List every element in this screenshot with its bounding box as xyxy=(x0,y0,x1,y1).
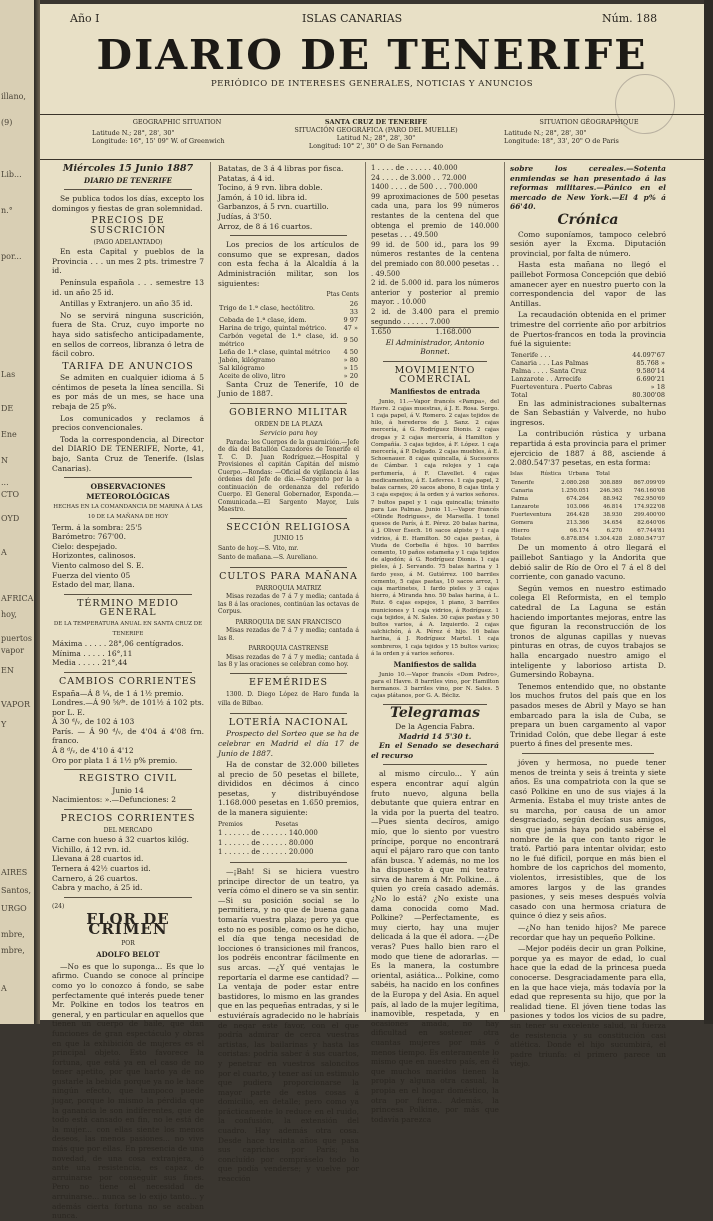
arrivals-heading: Manifiestos de entrada xyxy=(389,387,480,397)
divider xyxy=(64,897,192,898)
tariff-island: Fuerteventura . Puerto Cabras xyxy=(511,382,613,391)
military-text: Parada: los Cuerpos de la guarnición.—Jefe de día del Batallón Cazadores de Tenerife el T. C. D. Juan Rodríguez.—Hospital y Provisiones el capitán Capitán del mismo Cuerpo.—Rondas: —Oficial de vigilancia á las órdenes del Jefe de día.—Sargento por la a continuación de ordenanza del referido Cuerpo. El General Gobernador, Esponda.—Comunicada.—El Sargento Mayor, Luis Maestro. xyxy=(218,438,359,514)
binding-fragment: Y xyxy=(1,720,7,729)
telegrams-continued: sobre los cereales.—Sotenta enmiendas se han presentado á las reformas militares.—Pánico en el mercado de New York.—El 4 p% á 66'40. xyxy=(510,164,666,212)
contribution-island: Fuerteventura xyxy=(511,512,552,519)
consumption-item: Leña de 1.ª clase, quintal métrico xyxy=(219,347,331,356)
commerce-heading: MOVIMIENTO COMERCIAL xyxy=(394,364,476,386)
divider xyxy=(64,189,192,190)
contribution-table xyxy=(510,479,666,543)
consumption-value: 4 50 xyxy=(343,347,358,356)
situation-french-title: SITUATION GÉOGRAPHIQUE xyxy=(539,118,639,126)
table-row xyxy=(218,324,359,332)
table-row xyxy=(510,519,666,527)
situation-english-lon: Longitude: 16°, 15' 09" W. of Greenwich xyxy=(92,137,225,145)
year-label: Año I xyxy=(70,12,100,25)
consumption-item: Harina de trigo, quintal métrico. xyxy=(219,323,327,332)
worship-heading: CULTOS PARA MAÑANA xyxy=(219,571,358,583)
military-sub: ORDEN DE LA PLAZA xyxy=(254,420,323,428)
parish-name: PARROQUIA CASTRENSE xyxy=(248,645,329,653)
feuilleton-number: (24) xyxy=(52,902,65,910)
ads-text: Toda la correspondencia, al Director del DIARIO DE TENERIFE, Norte, 41, bajo, Santa Cruz de Tenerife. (Islas Canarias). xyxy=(52,434,204,473)
lottery-administrator: El Administrador, Antonio Bonnet. xyxy=(385,337,485,357)
column-2 xyxy=(218,164,359,1184)
feuilleton-text: —No es que lo suponga... Es que lo afirmo. Cuando se conoce al príncipe como yo lo conozco á fondo, se sabe perfectamente qué interés puede tener Mr. Polkine en todos los teatros en general, y en particular en aquellos que tienen un cuerpo de baile, que dan funciones de gran espectáculo y obras en que la exhibición de mujeres es el principal objeto. Esto favorece la fortuna, que está ya en el caso de no tener apetito, por que harto ya de no gustarle la bebida porque ya no le hace ningún efecto, que tampoco puede jugar, porque lo mismo la pérdida que la ganancia le son indiferentes, que de todo está cansado en fin, no le está de la mujer... con ellas siente los menos deseos, las menos pasiones... no vive más que por ellas. En presencia de una novedad, de una cosa extranjera, ó ante una resistencia, es capaz de arruinarse por conseguir sus fines. Pero no tiene el necesidad de arruinarse... nunca se lo exijo tanto... y además cierta fortuna no se acaban nunca. xyxy=(52,961,204,1221)
divider xyxy=(522,753,654,754)
binding-fragment: N xyxy=(1,456,8,465)
market-line: Ternera á 42½ cuartos id. xyxy=(52,864,151,873)
contribution-rustica: 103.066 xyxy=(566,504,590,511)
binding-fragment: n.° xyxy=(1,206,13,215)
contribution-total: 746.160'08 xyxy=(633,488,665,495)
tariff-value: 9.580'14 xyxy=(636,366,665,375)
arrivals-text: Junio, 11.—Vapor francés «Pampa», del Havre. 2 cajas muestras, á J. E. Rosa. Sergo. 1 caja papel, á V. Romero. 2 cajas tejidos de hilo, á herederos de J. Sanz. 2 cajas mercería, á G. Rodríguez Dionis. 2 cajas drogas y 2 cajas mercería, á Hamilton y Compañía. 3 cajas tejidos, á F. López. 1 caja mercería, á P. Delgado. 2 cajas muebles, á E. Schoenauer. 8 cajas quincalla, á Sucesores de Cámbar. 1 caja relojes y 1 caja perfumería, á F. Clavellet. 4 cajas medicamentos, á E. Lefevres. 1 caja papel, 2 balas carnes, 20 sacos abono, 8 cajas tinta y 3 caja espejos; á la orden y á varios señores. 7 bultos papel y 1 caja quincalla; tránsito para Las Palmas. Junio 11.—Vapor francés «Olinde Rodrigues», de Marsella. 1 tonel quesos de París, á E. Pérez. 20 balas harina, á J. Oliver Ésech. 16 sacos alpiste y 1 caja vidrios, á E. Hamilton. 50 cajas pastas, á Viuda de Corbella é hijos. 10 barriles cemento, 10 paños estameña y 1 caja tejidos de algodón; á G. Rodríguez Dionis. 1 caja pieles, á J. Servando. 75 balas harina y 1 fardo yeso, á M. Gutiérrez. 100 barriles cemento, 5 cajas pastas, 10 sacos arroz, 1 caja martinetes, 1 fardo pieles y 3 cajas hierro, á Miranda hno. 50 balas harina, á L. Ruiz. 6 cajas espejos, 1 piano, 3 barriles municiones y 1 caja vidrios, á Rodríguez. 1 caja tejidos, á N. Sales. 30 cajas pastas y 50 bultos varios, á A. Izquierdo. 2 cajas salchichón, á A. Pérez é hijo. 16 balas harina, á J. Rodríguez Martel. 1 caja sombreros, 1 caja tejidos y 15 bultos varios; á la orden y á varios señores. xyxy=(371,398,499,657)
divider xyxy=(383,764,487,765)
lottery-row: 1 . . . . . . de . . . . . . 20.000 xyxy=(218,848,314,857)
contribution-rustica: 674.264 xyxy=(566,496,590,503)
tariff-island: Palma . . . . Santa Cruz xyxy=(511,366,587,375)
contribution-island: Palma xyxy=(511,496,528,503)
binding-fragment: DE xyxy=(1,404,14,413)
chronicle-paragraph: En las administraciones subalternas de San Sebastián y Valverde, no hubo ingresos. xyxy=(510,398,666,427)
weather-line: Viento calmoso del S. E. xyxy=(52,560,144,570)
consumption-value: 9 97 xyxy=(343,315,358,324)
lottery-row: 1 . . . . de . . . . . . 40.000 xyxy=(371,164,458,172)
binding-strip xyxy=(0,0,38,1024)
publication-note: Se publica todos los días, excepto los domingos y fiestas de gran solemnidad. xyxy=(52,194,204,213)
contribution-island: Totales xyxy=(511,536,531,543)
table-row xyxy=(510,391,666,399)
situation-french xyxy=(504,118,674,145)
consumption-intro: Los precios de los artículos de consumo que se expresan, dados con esta fecha á la Alcaldía á la Administración militar, son los siguientes: xyxy=(218,240,359,288)
ads-text: Los comunicados y reclamos á precios convencionales. xyxy=(52,413,204,433)
consumption-item: Cebada de 1.ª clase, ídem. xyxy=(219,315,307,324)
situation-english-title: GEOGRAPHIC SITUATION xyxy=(132,118,222,126)
exchange-heading: CAMBIOS CORRIENTES xyxy=(58,675,198,687)
chronicle-paragraph: Como suponíamos, tampoco celebró sesión ayer la Excma. Diputación provincial, por falta de número. xyxy=(510,229,666,258)
table-row xyxy=(510,383,666,391)
ephemeris-heading: EFEMÉRIDES xyxy=(248,676,329,688)
civil-registry-date: Junio 14 xyxy=(112,785,144,795)
binding-fragment: CTO xyxy=(1,490,20,499)
temperature-line: Media . . . . . 21°,44 xyxy=(52,658,128,668)
telegrams-heading: Telegramas xyxy=(390,705,480,722)
situation-spanish xyxy=(276,118,476,150)
tariff-value: 6.690'21 xyxy=(636,374,665,383)
contribution-urbana: 88.942 xyxy=(603,496,623,503)
binding-fragment: Ene xyxy=(1,430,17,439)
parish-text: Misas rezadas de 7 á 7 y media; cantada á las 8 y las oraciones se celebran como hoy. xyxy=(218,653,359,669)
binding-fragment: hoy, xyxy=(1,610,17,619)
contribution-urbana: 1.304.428 xyxy=(594,536,623,543)
contribution-total: 82.640'06 xyxy=(637,520,665,527)
tariff-value: 85.768 » xyxy=(636,358,665,367)
contribution-urbana: 46.814 xyxy=(603,504,623,511)
contribution-island: Gomera xyxy=(511,520,534,527)
tariff-island: Lanzarote . . Arrecife xyxy=(511,374,582,383)
consumption-item: Aceite de olivo, litro xyxy=(219,371,286,380)
exchange-line: Londres.—Á 90 ⅝ᵈˢ. de 101½ á 102 pts. por L. E. xyxy=(52,698,204,717)
situation-french-lon: Longitude: 18°, 33', 20" O de Paris xyxy=(504,137,619,145)
binding-fragment: ... xyxy=(1,478,9,487)
table-row xyxy=(218,300,359,316)
lottery-total: 1.650 1.168.000 xyxy=(371,327,499,338)
situation-english-lat: Latitude N.; 28°, 28', 30" xyxy=(92,129,175,137)
consumption-value: 9 50 xyxy=(343,335,358,344)
lottery-columns: Premios Pesetas xyxy=(218,820,299,828)
chronicle-paragraph: Hasta esta mañana no llegó el paillebot Formosa Concepción que debió amanecer ayer en nuestro puerto con la correspondencia del vapor de las Antillas. xyxy=(510,260,666,308)
lottery-row: 2 id. de 3.400 para el premio segundo . . . . . . 7.000 xyxy=(371,307,499,326)
temperature-line: Mínima . . . . . 16°,11 xyxy=(52,648,133,658)
civil-registry-text: Nacimientos: ».—Defunciones: 2 xyxy=(52,795,176,805)
military-heading: GOBIERNO MILITAR xyxy=(229,406,348,418)
contribution-island: Canaria xyxy=(511,488,533,495)
binding-fragment: (9) xyxy=(1,118,13,127)
contribution-urbana: 38.930 xyxy=(603,512,623,519)
table-row xyxy=(510,535,666,543)
table-row xyxy=(218,364,359,372)
lottery-row: 1 . . . . . . de . . . . . . 80.000 xyxy=(218,838,314,847)
column-1 xyxy=(52,163,204,1221)
newspaper-page xyxy=(40,4,704,1221)
table-row xyxy=(218,372,359,380)
consumption-item: Trigo de 1.ª clase, hectólitro. xyxy=(219,303,315,312)
chronicle-heading: Crónica xyxy=(557,211,619,228)
region-label: ISLAS CANARIAS xyxy=(302,12,403,25)
religious-date: JUNIO 15 xyxy=(273,535,304,543)
contribution-rustica: 264.428 xyxy=(566,512,590,519)
weather-sub: HECHAS EN LA COMANDANCIA DE MARINA Á LAS 10 DE LA MAÑANA DE HOY xyxy=(53,504,203,520)
subscription-line: En esta Capital y pueblos de la Provincia . . . un mes 2 pts. trimestre 7 id. xyxy=(52,247,204,276)
binding-fragment: VAPOR xyxy=(1,700,30,709)
table-row xyxy=(510,375,666,383)
weather-line: Term. á la sombra: 25'5 xyxy=(52,522,143,532)
contribution-rustica: 66.174 xyxy=(569,528,590,535)
contribution-island: Tenerife xyxy=(511,480,534,487)
market-list: Batatas, de 3 á 4 libras por fisca. Patatas, á 4 id. Tocino, á 9 rvn. libra doble. Jamón, á 10 id. libra id. Garbanzos, á 5 rvn. cuartillo. Judías, á 3'50. Arroz, de 8 á 16 cuartos. xyxy=(218,164,344,231)
feuilleton-title: FLOR DE CRIMEN xyxy=(86,910,170,938)
civil-registry-heading: REGISTRO CIVIL xyxy=(78,773,178,785)
contribution-total: 174.922'08 xyxy=(633,504,665,511)
exchange-line: España—Á 8 ¼, de 1 á 1½ premio. xyxy=(52,688,184,698)
binding-fragment: OYD xyxy=(1,514,20,523)
column-rule xyxy=(210,162,211,1012)
binding-fragment: AIRES xyxy=(1,868,28,877)
divider xyxy=(383,361,487,362)
market-line: Llevana á 28 cuartos id. xyxy=(52,854,144,864)
tariff-table xyxy=(510,351,666,399)
contribution-island: Lanzarote xyxy=(511,504,540,511)
divider xyxy=(230,862,347,863)
consumption-value: » 20 xyxy=(343,371,358,380)
binding-fragment: URGO xyxy=(1,904,27,913)
lottery-text: Ha de constar de 32.000 billetes al precio de 50 pesetas el billete, divididos en décimos á cinco pesetas, y distribuyéndose 1.168.000 pesetas en 1.650 premios, de la manera siguiente: xyxy=(218,760,359,818)
binding-fragment: mbre, xyxy=(1,946,25,955)
weather-line: Barómetro: 767'00. xyxy=(52,532,126,542)
binding-fragment: A xyxy=(1,548,7,557)
market-heading: PRECIOS CORRIENTES xyxy=(60,813,196,825)
lottery-row: 99 id. de 500 id., para los 99 números restantes de la centena del premiado con 80.000 pesetas . . . 49.500 xyxy=(371,240,499,278)
subscription-heading: PRECIOS DE SUSCRICIÓN xyxy=(89,215,167,236)
market-line: Carnero, á 26 cuartos. xyxy=(52,873,138,883)
binding-fragment: AFRICA xyxy=(1,594,34,603)
subscription-line: Antillas y Extranjero. un año 35 id. xyxy=(60,299,193,309)
feuilleton-text-continued: al mismo círculo... Y aún espera encontrar aquí algún fruto nuevo, alguna bella debutante que quiera entrar en la vida por la puerta del teatro. —Pues sienta decíros, amigo mío, que lo siento por vuestro príncipe, porque no encontrará aquí el pájaro raro que con tanto afán busca. Y además, no me los ha dispuesto á que mi teatro sirva de harem á Mr. Polkine... á quien yo creía casado además. ¿No lo está? ¿No existe una dama conocida como Mad. Polkine? —Perfectamente, es muy cierto, hay una mujer delicada á la que él adora. —¿De veras? Pues hallo bien raro el modo que tiene de adorarlas. —Es la manera, la costumbre oriental, asiática... Polkine, como sabéis, ha nacido en los confines de la Europa y del Asia. En aquel país, al lado de la mujer legítima, inamovible, respetada, y en ocasiones amada, no hay dificultad en sostener otra cuantas mujeres por más ó menos tiempo. Es enteramente lo mismo que en nuestro país, en él que muchos maridos tienen la propia y alguna otra casual, la propia en el hogar doméstico, la otra por fuera.. Además, la princesa Polkine, por más que todavía parezca xyxy=(371,769,499,1124)
ephemeris-text: 1300. D. Diego López de Haro funda la villa de Bilbao. xyxy=(218,690,359,708)
feuilleton-text-continued: —Mejor podéis decir un gran Polkine, porque ya es mayor de edad, lo cual hace que la edad de la princesa pueda conocerse. Desgraciadamente para ella, en la que hace vieja, más todavía por la edad que representa su hijo, que por la realidad tiene. El jóven tiene todas las pasiones y todos los vicios de su padre, sin tener su excelente salud, ni fuerza de resistencia y su constitución casi atlética. Donde el hijo sucumbirá, el padre triunfa: el primero parece un viejo. xyxy=(510,944,666,1069)
binding-fragment: EN xyxy=(1,666,14,675)
market-line: Vichillo, á 12 rvn. id. xyxy=(52,844,131,854)
situation-spanish-sub: SITUACIÓN GEOGRÁFICA (PARO DEL MUELLE) xyxy=(294,126,458,134)
market-sub: DEL MERCADO xyxy=(103,826,153,834)
consumption-columns: Ptas Cents xyxy=(326,291,359,299)
departures-text: Junio 10.—Vapor francés «Dom Pedro», para el Havre. 8 barriles vino, por Hamilton hermanos. 3 barriles vino, por N. Sales. 5 cajas plátanos, por G. A. Bécliz. xyxy=(371,671,499,700)
temperature-heading: TÉRMINO MEDIO GENERAL xyxy=(77,597,179,619)
weather-heading: OBSERVACIONES METEOROLÓGICAS xyxy=(86,482,170,501)
divider xyxy=(230,567,347,568)
divider xyxy=(230,673,347,674)
consumption-table xyxy=(218,300,359,380)
exchange-line: Á 30 ᵈ/ᵥ, de 102 á 103 xyxy=(52,717,135,727)
weather-line: Fuerza del viento 05 xyxy=(52,570,131,580)
chronicle-paragraph: Según vemos en nuestro estimado colega El Reformista, en el templo catedral de La Laguna se están haciendo importantes mejoras, entre las que figuran la reconstrucción de los tronos de algunas capillas y nuevas pinturas en otras, de cuyos trabajos se halla encargado nuestro amigo el inteligente y laborioso artista D. Gumersindo Robayna. xyxy=(510,583,666,680)
column-4 xyxy=(510,164,666,1069)
consumption-value: » 80 xyxy=(343,355,358,364)
divider xyxy=(64,769,192,770)
telegrams-date: Madrid 14 5'30 t. xyxy=(398,731,472,741)
contribution-total: 2.080.547'37 xyxy=(628,536,665,543)
masthead-title: DIARIO DE TENERIFE xyxy=(96,31,648,79)
divider xyxy=(64,809,192,810)
table-row xyxy=(510,487,666,495)
column-3 xyxy=(371,164,499,1124)
market-line: Cabra y macho, á 25 id. xyxy=(52,883,143,893)
issue-date: Miércoles 15 Junio 1887 xyxy=(62,163,194,174)
tariff-value: » 18 xyxy=(650,382,665,391)
table-row xyxy=(510,479,666,487)
parish-name: PARROQUIA DE SAN FRANCISCO xyxy=(235,618,342,626)
binding-fragment: por... xyxy=(1,252,22,261)
binding-fragment: Santos, xyxy=(1,886,32,895)
lottery-row: 1 . . . . . . de . . . . . . 140.000 xyxy=(218,829,318,838)
column-rule xyxy=(365,162,366,1012)
header-line xyxy=(40,8,704,26)
masthead-subtitle: PERIÓDICO DE INTERESES GENERALES, NOTICIAS Y ANUNCIOS xyxy=(210,79,534,89)
binding-fragment: illano, xyxy=(1,92,26,101)
divider xyxy=(230,403,347,404)
subscription-note: No se servirá ninguna suscrición, fuera de Sta. Cruz, cuyo importe no haya sido satisfecho anticipadamente, en sellos de correos, libranza ó letra de fácil cobro. xyxy=(52,310,204,359)
military-date: Servicio para hoy xyxy=(259,429,318,438)
divider xyxy=(230,235,347,236)
consumption-value: » 15 xyxy=(343,363,358,372)
contribution-island: Hierro xyxy=(511,528,530,535)
feuilleton-text-continued: —¿No han tenido hijos? Me parece recordar que hay un pequeño Polkine. xyxy=(510,923,666,942)
contribution-total: 299.400'00 xyxy=(633,512,665,519)
table-row xyxy=(510,511,666,519)
page-edge xyxy=(704,0,713,1024)
consumption-item: Jabón, kilógramo xyxy=(219,355,276,364)
parish-name: PARROQUIA MATRIZ xyxy=(255,584,322,592)
issue-number: Núm. 188 xyxy=(602,12,658,25)
feuilleton-author: ADOLFO BELOT xyxy=(96,950,160,960)
chronicle-paragraph: Tenemos entendido que, no obstante los muchos frutos del país que en los pasados meses de Abril y Mayo se han embarcado para la isla de Cuba, se prepara un buen cargamento al vapor Trinidad Colón, que debe llegar á este puerto á fines del presente mes. xyxy=(510,681,666,749)
exchange-line: Oro por plata 1 á 1½ p% premio. xyxy=(52,755,178,765)
lottery-row: 1400 . . . . de 500 . . . 700.000 xyxy=(371,183,478,192)
contribution-total: 867.099'09 xyxy=(633,480,665,487)
religious-heading: SECCIÓN RELIGIOSA xyxy=(226,521,351,533)
tariff-island: Total xyxy=(511,390,528,399)
lottery-row: 24 . . . . de 3.000 . . 72.000 xyxy=(371,173,467,182)
lottery-intro: Prospecto del Sorteo que se ha de celebrar en Madrid el día 17 de Junio de 1887. xyxy=(218,729,359,758)
temperature-sub: DE LA TEMPERATURA ANUAL EN SANTA CRUZ DE TENERIFE xyxy=(53,620,203,637)
contribution-rustica: 213.366 xyxy=(566,520,590,527)
binding-fragment: mbre, xyxy=(1,930,25,939)
departures-heading: Manifiestos de salida xyxy=(393,659,477,669)
lottery-row: 2 id. de 5.000 id. para los números anterior y posterior al premio mayor. . 10.000 xyxy=(371,279,499,307)
feuilleton-by: POR xyxy=(121,939,135,947)
consumption-date: Santa Cruz de Tenerife, 10 de Junio de 1887. xyxy=(218,379,359,399)
consumption-item: Sal kilógramo xyxy=(219,363,265,372)
table-row xyxy=(218,348,359,356)
telegrams-source: De la Agencia Fabra. xyxy=(395,721,475,731)
weather-line: Horizontes, calinosos. xyxy=(52,551,136,561)
divider xyxy=(64,477,192,478)
consumption-value: 26 33 xyxy=(349,299,358,316)
table-row xyxy=(510,351,666,359)
table-row xyxy=(218,332,359,348)
chronicle-paragraph: De un momento á otro llegará el paillebot Santiago y la Andorita que debió salir de Río de Oro el 7 á el 8 del corriente, con ganado vacuno. xyxy=(510,543,666,582)
table-row xyxy=(510,495,666,503)
situation-english xyxy=(92,118,262,145)
lottery-row: 99 aproximaciones de 500 pesetas cada una, para los 99 números restantes de la centena del que obtenga el premio de 140.000 pesetas . . . 49.500 xyxy=(371,192,499,240)
binding-fragment: A xyxy=(1,984,7,993)
chronicle-paragraph: La recaudación obtenida en el primer trimestre del corriente año por arbitrios de Puertos-francos en toda la provincia fué la siguiente: xyxy=(510,310,666,349)
market-line: Carne con hueso á 32 cuartos kilóg. xyxy=(52,835,189,845)
divider xyxy=(64,594,192,595)
chronicle-paragraph: La contribución rústica y urbana repartida á esta provincia para el primer ejercicio de 1887 á 88, asciende á 2.080.547'37 pesetas, en esta forma: xyxy=(510,429,666,468)
ads-heading: TARIFA DE ANUNCIOS xyxy=(62,360,194,372)
contribution-urbana: 6.270 xyxy=(606,528,623,535)
consumption-item: Carbón vegetal de 1.ª clase, id. métrico xyxy=(219,331,339,348)
feuilleton-text-continued: jóven y hermosa, no puede tener menos de treinta y seis á treinta y siete años. Es una compatriota con la que se casó Polkine en uno de sus viajes á la Armenia. Estaba el muy triste antes de su marcha, por causa de un amor desgraciado, según decían sus amigos, sin que jamás haya podido sabérse el nombre de la que con tanto rigor le trató. Partió para intentar olvidar, esto no le fué difícil, porque en más bien el hombre de los caprichos del momento, violentos, irresistibles, que de los amores largos y de las grandes pasiones, y seis meses después volvía casado con una hermosa criatura de quince ó diez y seis años. xyxy=(510,757,666,921)
table-row xyxy=(510,503,666,511)
contribution-rustica: 6.878.854 xyxy=(561,536,590,543)
contribution-total: 762.950'69 xyxy=(633,496,665,503)
table-row xyxy=(218,316,359,324)
contribution-urbana: 246.363 xyxy=(599,488,623,495)
table-row xyxy=(510,527,666,535)
parish-text: Misas rezadas de 7 á 7 y media; cantada á las 8 á las oraciones, continúan las octavas de Corpus. xyxy=(218,593,359,616)
contribution-columns: Islas Rústica Urbana Total xyxy=(510,470,610,477)
ads-text: Se admiten en cualquier idioma á 5 céntimos de peseta la línea sencilla. Si es por más de un mes, se hace una rebaja de 25 p%. xyxy=(52,373,204,412)
contribution-rustica: 2.080.268 xyxy=(561,480,590,487)
situation-french-lat: Latitude N.; 28°, 28', 30" xyxy=(504,129,587,137)
table-row xyxy=(510,367,666,375)
religious-text: Santo de hoy.—S. Vito, mr. Santo de mañana.—S. Aureliano. xyxy=(218,544,318,562)
tariff-island: Canaria . . . Las Palmas xyxy=(511,358,589,367)
paper-name: DIARIO DE TENERIFE xyxy=(84,175,172,185)
column-rule xyxy=(504,162,505,1012)
tariff-value: 80.300'08 xyxy=(632,390,665,399)
contribution-urbana: 34.654 xyxy=(603,520,623,527)
temperature-line: Máxima . . . . . 28°,06 centígrados. xyxy=(52,639,184,649)
situation-bar xyxy=(40,114,704,160)
consumption-value: 47 » xyxy=(343,323,358,332)
binding-fragment: vapor xyxy=(1,646,25,655)
divider xyxy=(64,672,192,673)
parish-text: Misas rezadas de 7 á 7 y media; cantada á las 8. xyxy=(218,627,359,642)
divider xyxy=(230,713,347,714)
table-row xyxy=(510,359,666,367)
binding-fragment: Las xyxy=(1,370,16,379)
contribution-rustica: 1.250.051 xyxy=(561,488,590,495)
lottery-heading: LOTERÍA NACIONAL xyxy=(228,716,349,728)
situation-spanish-title: SANTA CRUZ DE TENERIFE xyxy=(324,118,428,126)
weather-line: Cielo: despejado. xyxy=(52,541,118,551)
divider xyxy=(230,518,347,519)
binding-fragment: Lib... xyxy=(1,170,22,179)
tariff-island: Tenerife . . . xyxy=(511,350,551,359)
table-row xyxy=(218,356,359,364)
exchange-line: París. — Á 90 ᵈ/ᵥ, de 4'04 á 4'08 frn. franco. xyxy=(52,726,204,746)
contribution-urbana: 308.889 xyxy=(599,480,623,487)
weather-line: Estado del mar, llana. xyxy=(52,580,135,590)
telegrams-text: En el Senado se desechará el recurso xyxy=(371,741,499,760)
situation-spanish-lat: Latitud N.; 28°, 28', 30" xyxy=(336,134,416,142)
tariff-value: 44.097'67 xyxy=(632,350,665,359)
subscription-sub: (PAGO ADELANTADO) xyxy=(93,238,163,246)
exchange-line: Á 8 ᵈ/ᵥ, de 4'10 á 4'12 xyxy=(52,746,134,756)
contribution-total: 67.744'81 xyxy=(637,528,665,535)
feuilleton-text-continued: —¡Bah! Si se hiciera vuestro principe director de un teatro, ya vería cómo el dinero se va sin sentir. —Si su posición social se lo permitiera, y no que de buena gana tomaría vuestra plaza; pero ya que esto no es posible, como os he dicho, el día que tenga necesidad de locciones ó transiciones mil francos, los podréis encontrar fácilmente en sus arcas. —¿Y qué ventajas le reportaría el darme ese cantidad? —La ventaja de poder estar entre bastidores, lo mismo en las grandes que en las pequeñas entradas, y si le estuviéraís agradecido no le habríais de negar este favor, con el que podría admirar de cerca vuestras artistas, las bailarinas y hasta las coristas: podría saber á sus cuartos, y penetrar en vuestros saloncitos por el cuarto, y tener así un estimulo que pudiera proporcionarse la mayor parte de estos cosas á domicilio, en detalle; pero como ya prácticamente lo reduce en el ruido, la confusión, la extensión del cuadro. Hay además otra cosa. Desde hace treinta años que pasa sus caprichos por París; ha concluído por compráselo todo lo que podía venderse; y vuelve por reacción xyxy=(218,867,359,1184)
binding-fragment: puertos xyxy=(1,634,32,643)
situation-spanish-lon: Longitud: 10° 2', 30" O de San Fernando xyxy=(308,142,444,150)
subscription-line: Península española . . . semestre 13 id. un año 25 id. xyxy=(52,277,204,297)
